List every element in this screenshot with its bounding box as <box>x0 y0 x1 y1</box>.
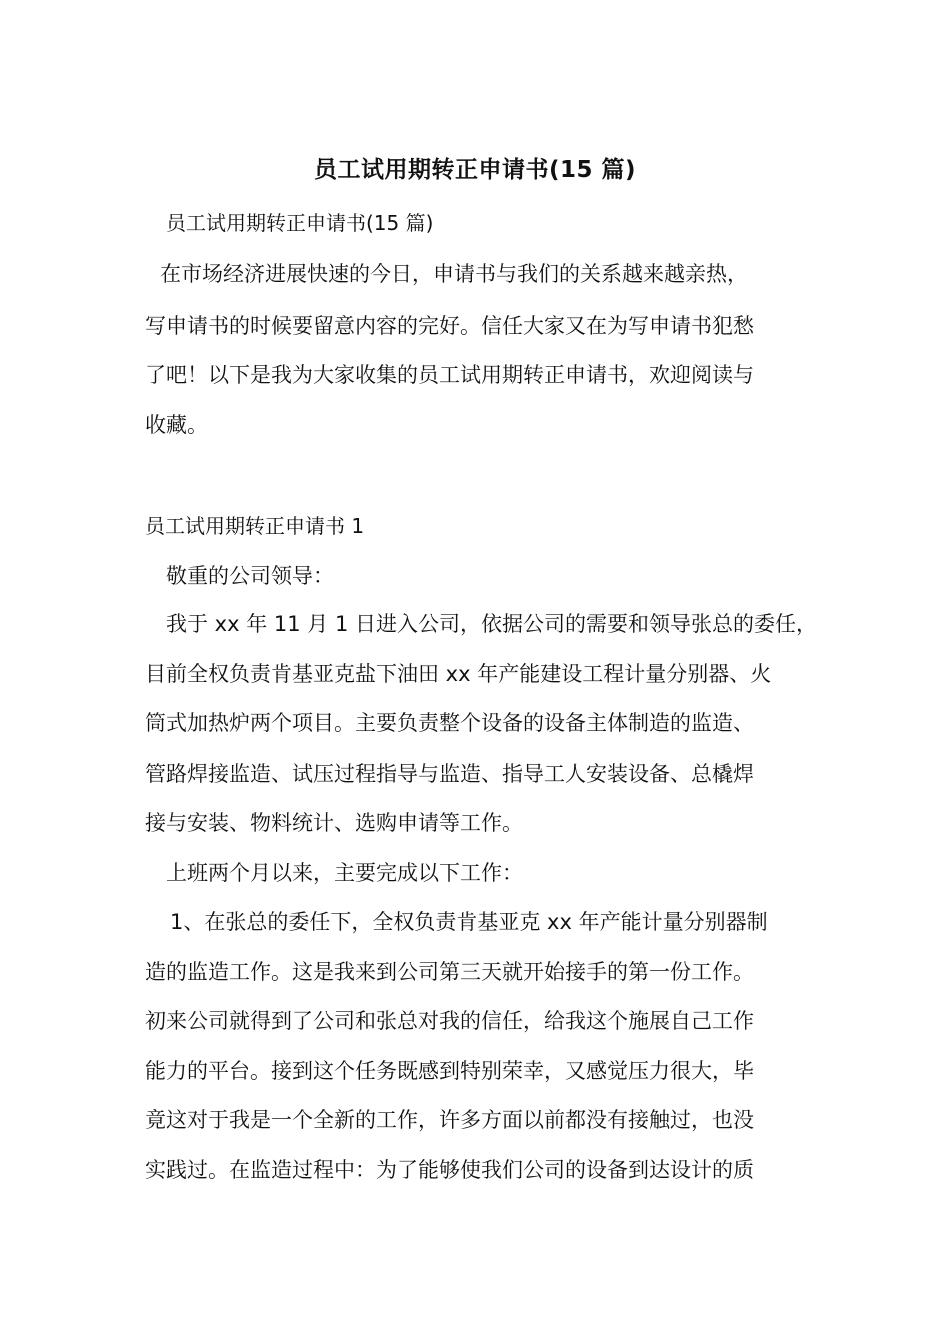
para1-line-2: 目前全权负责肯基亚克盐下油田 xx 年产能建设工程计量分别器、火 <box>145 662 772 686</box>
para1-line-5: 接与安装、物料统计、选购申请等工作。 <box>145 811 523 835</box>
para1-line-3: 筒式加热炉两个项目。主要负责整个设备的设备主体制造的监造、 <box>145 711 754 735</box>
para1-line-1: 我于 xx 年 11 月 1 日进入公司，依据公司的需要和领导张总的委任， <box>166 612 817 636</box>
intro-line-3: 了吧！以下是我为大家收集的员工试用期转正申请书，欢迎阅读与 <box>145 363 754 387</box>
para3-line-6: 实践过。在监造过程中：为了能够使我们公司的设备到达设计的质 <box>145 1158 754 1182</box>
intro-line-1: 在市场经济进展快速的今日，申请书与我们的关系越来越亲热， <box>160 262 748 286</box>
intro-line-2: 写申请书的时候要留意内容的完好。信任大家又在为写申请书犯愁 <box>145 314 754 338</box>
salutation: 敬重的公司领导： <box>166 564 334 588</box>
para3-line-2: 造的监造工作。这是我来到公司第三天就开始接手的第一份工作。 <box>145 960 754 984</box>
para3-line-3: 初来公司就得到了公司和张总对我的信任，给我这个施展自己工作 <box>145 1009 754 1033</box>
para1-line-4: 管路焊接监造、试压过程指导与监造、指导工人安装设备、总橇焊 <box>145 762 754 786</box>
para3-line-5: 竟这对于我是一个全新的工作，许多方面以前都没有接触过，也没 <box>145 1108 754 1132</box>
document-title: 员工试用期转正申请书(15 篇) <box>313 157 637 183</box>
intro-line-4: 收藏。 <box>145 413 208 437</box>
para2: 上班两个月以来，主要完成以下工作： <box>166 861 523 885</box>
section-heading: 员工试用期转正申请书 1 <box>145 514 365 538</box>
para3-line-1: 1、在张总的委任下，全权负责肯基亚克 xx 年产能计量分别器制 <box>170 910 768 934</box>
para3-line-4: 能力的平台。接到这个任务既感到特别荣幸，又感觉压力很大，毕 <box>145 1059 754 1083</box>
document-subtitle: 员工试用期转正申请书(15 篇) <box>166 211 434 235</box>
